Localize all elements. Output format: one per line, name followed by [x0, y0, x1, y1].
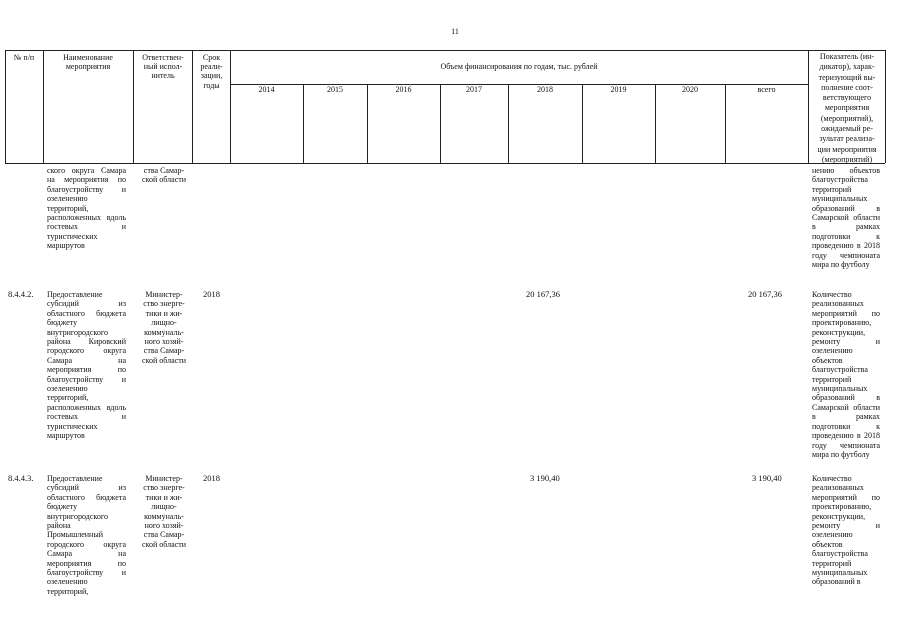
row-value-2018: 20 167,36: [526, 289, 560, 299]
header-responsible: Ответствен- ный испол- нитель: [142, 53, 184, 81]
header-year: 2019: [610, 85, 627, 94]
row-term: 2018: [203, 473, 220, 483]
header-financing: Объем финансирования по годам, тыс. рублей: [440, 62, 598, 71]
row-value-2018: 3 190,40: [530, 473, 560, 483]
header-year: 2018: [537, 85, 553, 94]
grid-line: [655, 84, 656, 163]
header-num: № п/п: [13, 53, 35, 62]
grid-line: [303, 84, 304, 163]
header-year: 2017: [466, 85, 482, 94]
header-name: Наименование мероприятия: [63, 53, 113, 72]
header-year-total: всего: [757, 85, 776, 94]
row-term: 2018: [203, 289, 220, 299]
grid-line: [725, 84, 726, 163]
grid-line: [440, 84, 441, 163]
row-total: 20 167,36: [748, 289, 782, 299]
cont-responsible: ства Самар- ской области: [141, 166, 187, 185]
grid-line: [508, 84, 509, 163]
header-year: 2020: [682, 85, 698, 94]
header-bottom-border: [5, 163, 885, 164]
grid-line: [885, 50, 886, 163]
header-year: 2014: [258, 85, 275, 94]
grid-line: [367, 84, 368, 163]
grid-line: [43, 50, 44, 163]
row-indicator: Количество реализованных мероприятий по проектированию, реконструкции, ремонту и озеленению объектов благоустройства территорий муниципальных образований в: [812, 474, 880, 587]
grid-line: [5, 50, 6, 163]
row-total: 3 190,40: [752, 473, 782, 483]
row-number: 8.4.4.2.: [8, 289, 34, 299]
cont-indicator: нению объектов благоустройства территорий муниципальных образований в Самарской области в рамках подготовки к проведению в 2018 году чемпионата мира по футболу: [812, 166, 880, 270]
header-top-border: [5, 50, 885, 51]
header-year: 2015: [327, 85, 343, 94]
page-number: 11: [451, 27, 459, 36]
row-responsible: Министер- ство энерге- тики и жи- лищно- коммуналь- ного хозяй- ства Самар- ской области: [141, 290, 187, 365]
header-year: 2016: [395, 85, 412, 94]
header-indicator: Показатель (ин- дикатор), харак- теризующий вы- полнение соот- ветствующего мероприятия (мероприятий), ожидаемый ре- зультат реализа- ции мероприятия (мероприятий): [817, 52, 877, 164]
row-name: Предоставление субсидий из областного бюджета бюджету внутригородского района Кировский городского округа Самара на мероприятия по благоустройству и озеленению территорий, расположенных вдоль гостевых и туристических маршрутов: [47, 290, 126, 441]
row-number: 8.4.4.3.: [8, 473, 34, 483]
row-responsible: Министер- ство энерге- тики и жи- лищно- коммуналь- ного хозяй- ства Самар- ской области: [141, 474, 187, 549]
row-name: Предоставление субсидий из областного бюджета бюджету внутригородского района Промышленный городского округа Самара на мероприятия по благоустройству и озеленению территорий,: [47, 474, 126, 596]
cont-name: ского округа Самара на мероприятия по благоустройству и озеленению территорий, расположенных вдоль гостевых и туристических маршрутов: [47, 166, 126, 251]
row-indicator: Количество реализованных мероприятий по проектированию, реконструкции, ремонту и озеленению объектов благоустройства территорий муниципальных образований в Самарской области в рамках подготовки к проведению в 2018 году чемпионата мира по футболу: [812, 290, 880, 459]
grid-line: [582, 84, 583, 163]
header-term: Срок реали- зации, годы: [200, 53, 223, 90]
